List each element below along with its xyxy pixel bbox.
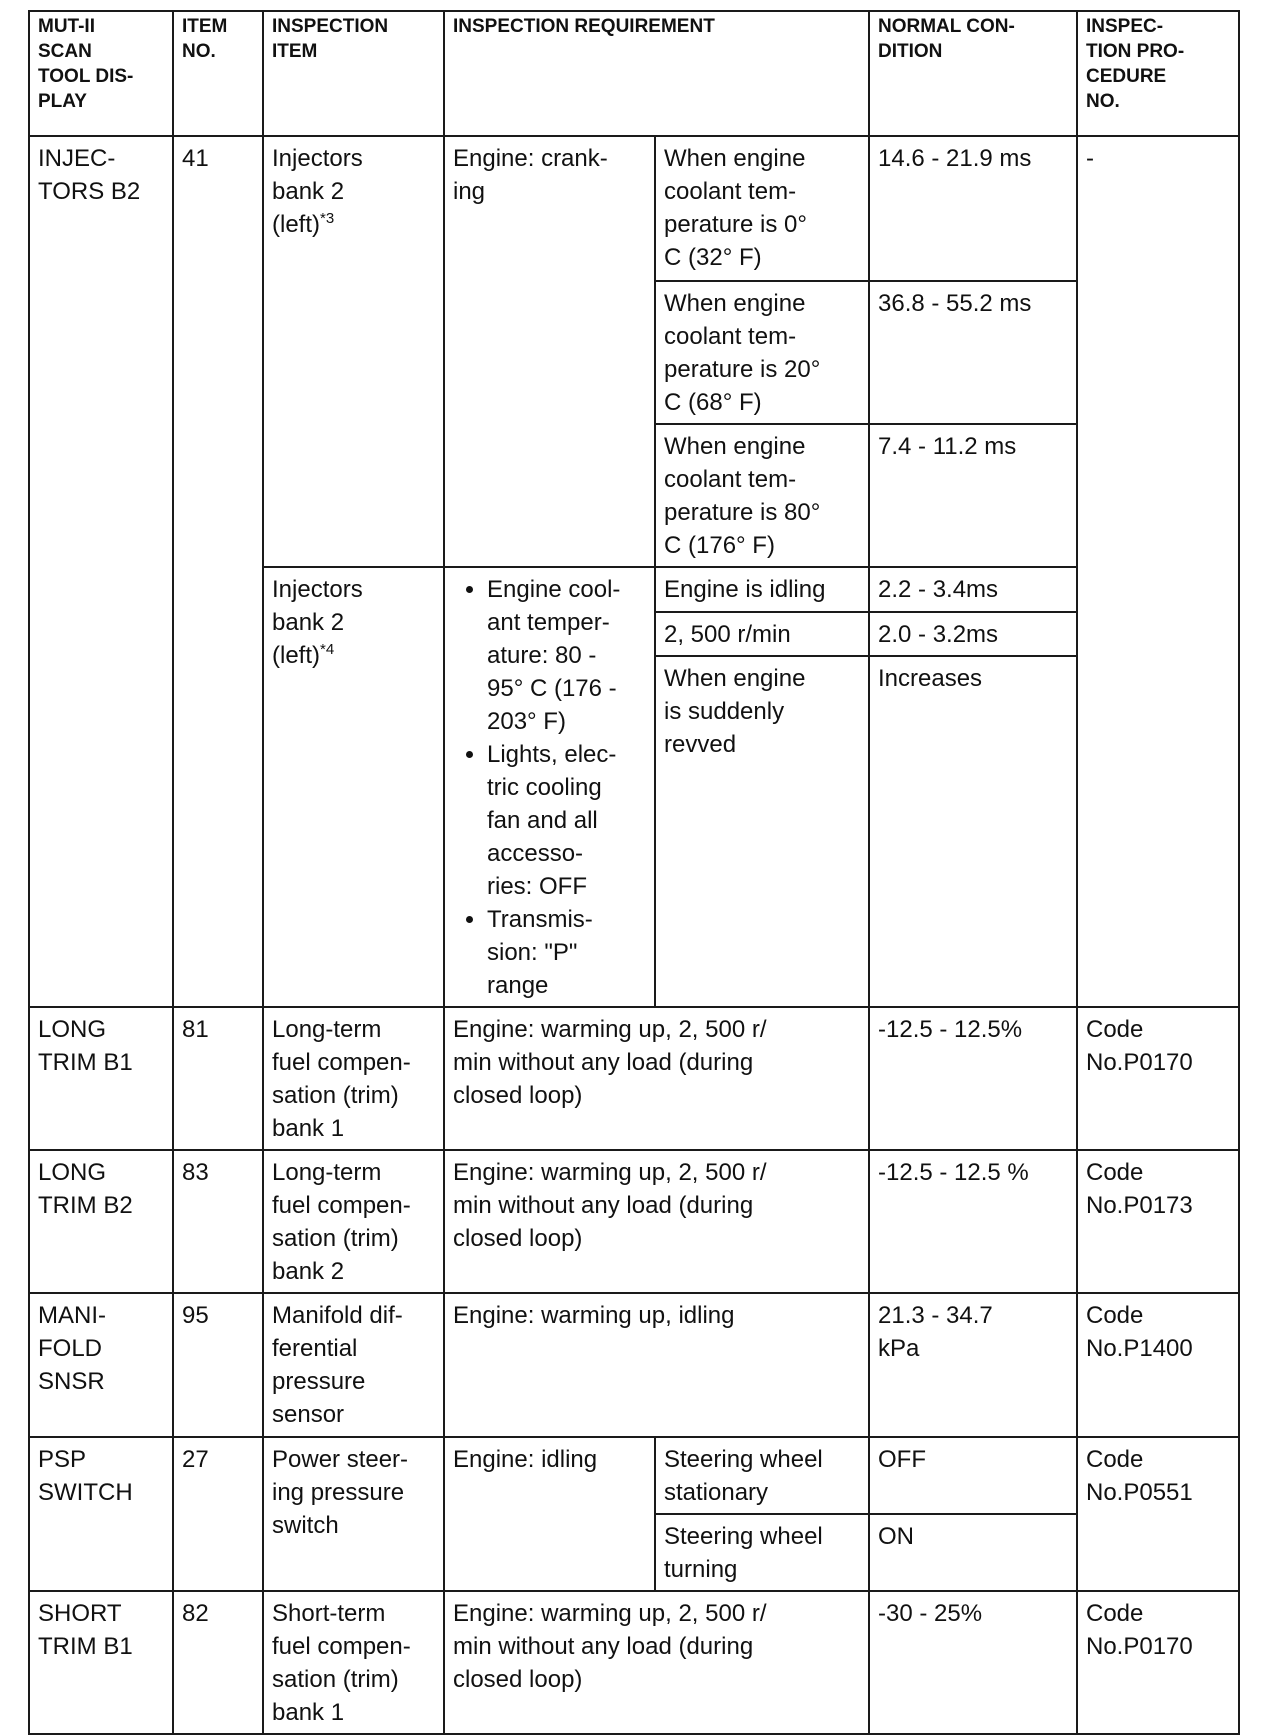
inspection-item-cell: Long-term fuel compen- sation (trim) bank 2 <box>263 1150 444 1293</box>
header-display: MUT-II SCAN TOOL DIS- PLAY <box>29 11 173 136</box>
normal-value-cell: 2.2 - 3.4ms <box>869 567 1077 612</box>
display-cell: PSP SWITCH <box>29 1437 173 1591</box>
requirement-cell: Engine: warming up, 2, 500 r/ min without any load (during closed loop) <box>444 1007 869 1150</box>
condition-cell: When engine coolant tem- perature is 20° C (68° F) <box>655 281 869 424</box>
requirement-cell: Engine: crank- ing <box>444 136 655 567</box>
display-cell: SHORT TRIM B1 <box>29 1591 173 1734</box>
table-row <box>29 1150 1239 1293</box>
condition-cell: Engine is idling <box>655 567 869 612</box>
table-row <box>29 1293 1239 1437</box>
header-item-no: ITEM NO. <box>173 11 263 136</box>
normal-value-cell: 21.3 - 34.7 kPa <box>869 1293 1077 1437</box>
item-no-cell: 27 <box>173 1437 263 1591</box>
header-inspection-item: INSPECTION ITEM <box>263 11 444 136</box>
requirement-cell: Engine: idling <box>444 1437 655 1591</box>
header-inspection-requirement: INSPECTION REQUIREMENT <box>444 11 869 136</box>
inspection-item-cell: Injectors bank 2 (left)$^{*4}$ <box>263 567 444 1007</box>
header-normal-condition: NORMAL CON- DITION <box>869 11 1077 136</box>
footnote-mark: *4 <box>320 641 335 658</box>
inspection-item-cell: Long-term fuel compen- sation (trim) bank 1 <box>263 1007 444 1150</box>
procedure-cell: Code No.P0551 <box>1077 1437 1239 1591</box>
normal-value-cell: 2.0 - 3.2ms <box>869 612 1077 657</box>
item-no-cell: 81 <box>173 1007 263 1150</box>
table-row <box>29 1437 1239 1514</box>
display-cell: MANI- FOLD SNSR <box>29 1293 173 1437</box>
item-no-cell: 41 <box>173 136 263 1007</box>
list-item: • Lights, elec- tric cooling fan and all accesso- ries: OFF <box>487 738 648 903</box>
normal-value-cell: 7.4 - 11.2 ms <box>869 424 1077 567</box>
procedure-cell: Code No.P0170 <box>1077 1591 1239 1734</box>
inspection-item-cell: Injectors bank 2 (left)$^{*3}$ <box>263 136 444 567</box>
item-no-cell: 95 <box>173 1293 263 1437</box>
inspection-item-cell: Power steer- ing pressure switch <box>263 1437 444 1591</box>
condition-cell: 2, 500 r/min <box>655 612 869 657</box>
requirement-cell <box>444 567 655 1007</box>
procedure-cell: Code No.P1400 <box>1077 1293 1239 1437</box>
normal-value-cell: ON <box>869 1514 1077 1591</box>
requirement-cell: Engine: warming up, 2, 500 r/ min without any load (during closed loop) <box>444 1591 869 1734</box>
display-cell: INJEC- TORS B2 <box>29 136 173 1007</box>
item-no-cell: 82 <box>173 1591 263 1734</box>
condition-cell: Steering wheel turning <box>655 1514 869 1591</box>
condition-cell: When engine is suddenly revved <box>655 656 869 1007</box>
requirement-cell: Engine: warming up, idling <box>444 1293 869 1437</box>
procedure-cell: - <box>1077 136 1239 1007</box>
condition-cell: Steering wheel stationary <box>655 1437 869 1514</box>
normal-value-cell: 14.6 - 21.9 ms <box>869 136 1077 281</box>
requirement-cell: Engine: warming up, 2, 500 r/ min without any load (during closed loop) <box>444 1150 869 1293</box>
normal-value-cell: -12.5 - 12.5 % <box>869 1150 1077 1293</box>
inspection-spec-table <box>28 10 1240 1735</box>
footnote-mark: *3 <box>320 210 335 227</box>
table-row <box>29 1007 1239 1150</box>
normal-value-cell: OFF <box>869 1437 1077 1514</box>
display-cell: LONG TRIM B2 <box>29 1150 173 1293</box>
procedure-cell: Code No.P0170 <box>1077 1007 1239 1150</box>
item-no-cell: 83 <box>173 1150 263 1293</box>
header-row <box>29 11 1239 136</box>
procedure-cell: Code No.P0173 <box>1077 1150 1239 1293</box>
inspection-item-cell: Short-term fuel compen- sation (trim) bank 1 <box>263 1591 444 1734</box>
condition-cell: When engine coolant tem- perature is 80° C (176° F) <box>655 424 869 567</box>
list-item: • Engine cool- ant temper- ature: 80 - 95° C (176 - 203° F) <box>487 573 648 738</box>
requirement-list <box>453 573 648 1002</box>
display-cell: LONG TRIM B1 <box>29 1007 173 1150</box>
table-row <box>29 136 1239 281</box>
table-row <box>29 1591 1239 1734</box>
condition-cell: When engine coolant tem- perature is 0° C (32° F) <box>655 136 869 281</box>
list-item: • Transmis- sion: "P" range <box>487 903 648 1002</box>
normal-value-cell: 36.8 - 55.2 ms <box>869 281 1077 424</box>
normal-value-cell: -12.5 - 12.5% <box>869 1007 1077 1150</box>
normal-value-cell: Increases <box>869 656 1077 1007</box>
inspection-item-cell: Manifold dif- ferential pressure sensor <box>263 1293 444 1437</box>
header-procedure-no: INSPEC- TION PRO- CEDURE NO. <box>1077 11 1239 136</box>
normal-value-cell: -30 - 25% <box>869 1591 1077 1734</box>
